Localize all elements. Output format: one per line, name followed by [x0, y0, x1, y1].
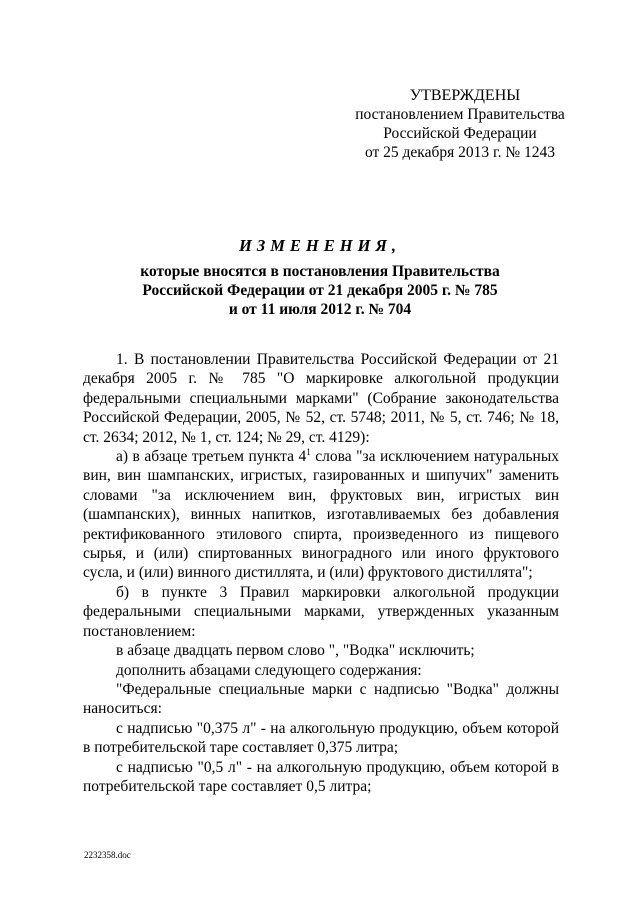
paragraph-3: б) в пункте 3 Правил маркировки алкогольной продукции федеральными специальными марками, утвержденных указанным постановлением: [83, 583, 559, 640]
paragraph-2-rest: слова "за исключением натуральных вин, вин шампанских, игристых, газированных и шипучих" заменить словами "за исключением вин, фруктовых вин, игристых вин (шампанских), винных напитков, изготавливаемых без добавления ректификованного этилового спирта, произведенного из пищевого сырья, и (или) спиртованных виноградного или иного фруктового сусла, и (или) винного дистиллята, и (или) фруктового дистиллята"; [83, 448, 559, 582]
paragraph-4: в абзаце двадцать первом слово ", "Водка" исключить; [116, 642, 475, 660]
document-subtitle [0, 262, 640, 319]
paragraph-2-superscript: 1 [306, 446, 311, 457]
paragraph-1: 1. В постановлении Правительства Российской Федерации от 21 декабря 2005 г. № 785 "О маркировке алкогольной продукции федеральными специальными марками" (Собрание законодательства Российской Федерации, 2005, № 52, ст. 5748; 2011, № 5, ст. 746; № 18, ст. 2634; 2012, № 1, ст. 124; № 29, ст. 4129): [83, 351, 559, 446]
approval-stamp [330, 86, 590, 162]
approved-line-1: постановлением Правительства [355, 106, 565, 123]
footer-filename: 2232358.doc [84, 850, 131, 860]
approved-line-2: Российской Федерации [383, 125, 537, 142]
document-title: ИЗМЕНЕНИЯ, [239, 236, 401, 255]
paragraph-2 [83, 447, 559, 583]
paragraph-6: "Федеральные специальные марки с надписью "Водка" должны наноситься: [83, 680, 559, 718]
approved-line-3: от 25 декабря 2013 г. № 1243 [364, 144, 556, 161]
paragraph-7: с надписью "0,375 л" - на алкогольную продукцию, объем которой в потребительской таре составляет 0,375 литра; [83, 719, 559, 757]
approved-title: УТВЕРЖДЕНЫ [409, 87, 521, 104]
subtitle-line-1: которые вносятся в постановления Правительства [140, 263, 500, 280]
paragraph-8: с надписью "0,5 л" - на алкогольную продукцию, объем которой в потребительской таре составляет 0,5 литра; [83, 758, 559, 795]
subtitle-line-2: Российской Федерации от 21 декабря 2005 г. № 785 [142, 282, 498, 299]
subtitle-line-3: и от 11 июля 2012 г. № 704 [228, 301, 412, 318]
document-body [83, 350, 559, 796]
paragraph-5: дополнить абзацами следующего содержания: [116, 661, 422, 679]
paragraph-2-start: а) в абзаце третьем пункта 4 [116, 448, 307, 466]
